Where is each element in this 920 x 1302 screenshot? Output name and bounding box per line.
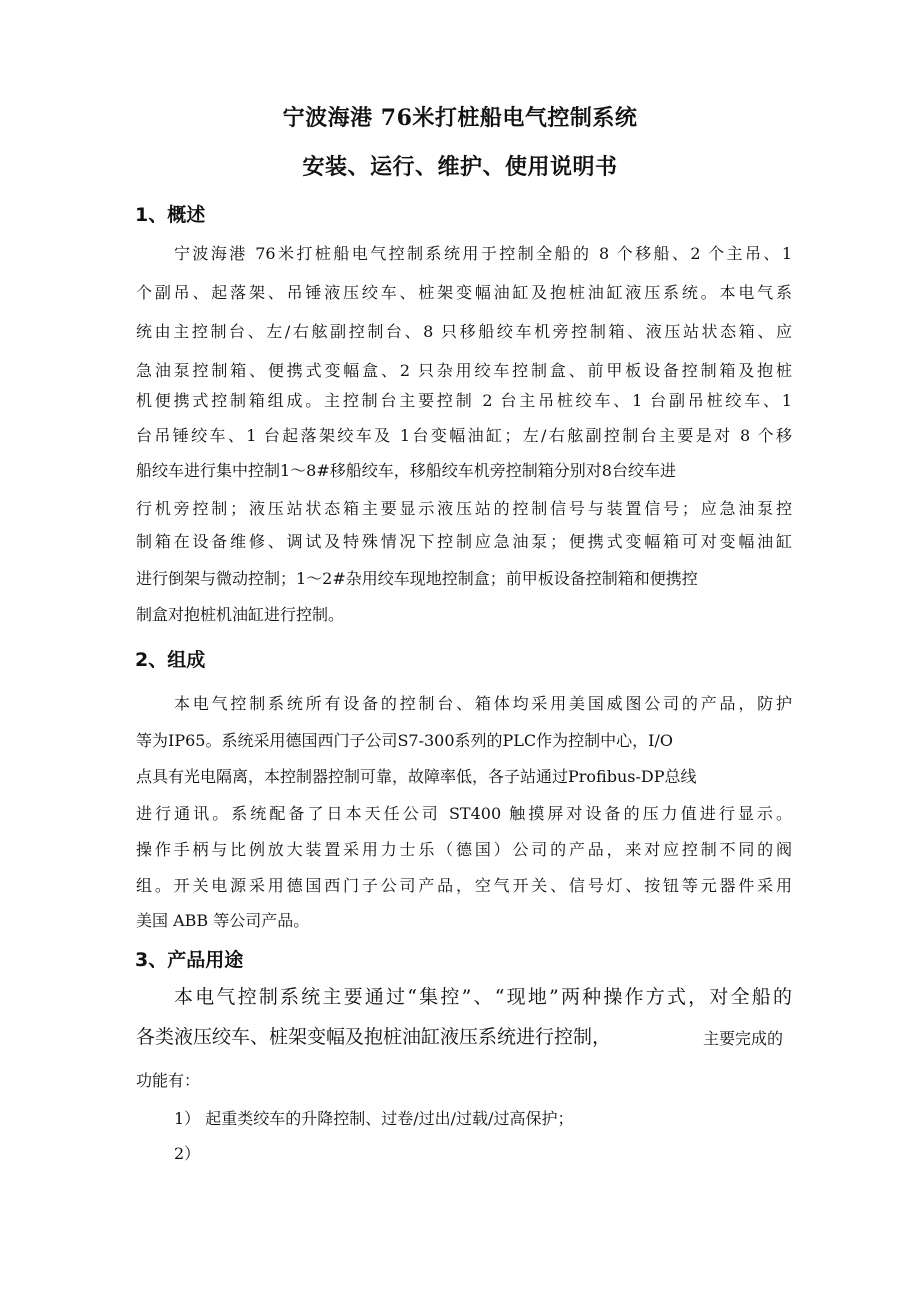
paragraph-line: 统由主控制台、左/右舷副控制台、8 只移船绞车机旁控制箱、液压站状态箱、应 [136, 322, 792, 341]
document-subtitle: 安装、运行、维护、使用说明书 [302, 154, 618, 180]
section-heading-composition: 2、组成 [135, 649, 206, 671]
document-title: 宁波海港 76米打桩船电气控制系统 [282, 105, 638, 131]
paragraph-line: 本电气控制系统所有设备的控制台、箱体均采用美国威图公司的产品，防护 [174, 694, 792, 713]
section-heading-overview: 1、概述 [135, 204, 206, 226]
paragraph-line: 点具有光电隔离，本控制器控制可靠，故障率低，各子站通过Profibus-DP总线 [136, 767, 697, 786]
paragraph-line: 船绞车进行集中控制1～8#移船绞车，移船绞车机旁控制箱分别对8台绞车进 [136, 461, 676, 480]
section-heading-product-use: 3、产品用途 [135, 949, 244, 971]
paragraph-line: 美国 ABB 等公司产品。 [136, 911, 310, 930]
paragraph-line: 功能有： [136, 1071, 201, 1090]
list-item: 1） 起重类绞车的升降控制、过卷/过出/过载/过高保护； [174, 1109, 574, 1128]
paragraph-line: 台吊锤绞车、1 台起落架绞车及 1台变幅油缸；左/右舷副控制台主要是对 8 个移 [136, 426, 792, 445]
paragraph-line: 主要完成的 [703, 1029, 784, 1048]
paragraph-line: 行机旁控制；液压站状态箱主要显示液压站的控制信号与装置信号；应急油泵控 [136, 499, 792, 518]
paragraph-line: 进行倒架与微动控制；1～2#杂用绞车现地控制盒；前甲板设备控制箱和便携控 [136, 569, 698, 588]
paragraph-line: 各类液压绞车、桩架变幅及抱桩油缸液压系统进行控制， [136, 1026, 612, 1048]
paragraph-line: 操作手柄与比例放大装置采用力士乐（德国）公司的产品，来对应控制不同的阀 [136, 840, 792, 859]
paragraph-line: 进行通讯。系统配备了日本天任公司 ST400 触摸屏对设备的压力值进行显示。 [136, 804, 792, 823]
paragraph-line: 制盒对抱桩机油缸进行控制。 [136, 605, 345, 624]
paragraph-line: 等为IP65。系统采用德国西门子公司S7-300系列的PLC作为控制中心，I/O [136, 731, 673, 750]
paragraph-line: 组。开关电源采用德国西门子公司产品，空气开关、信号灯、按钮等元器件采用 [136, 876, 792, 895]
paragraph-line: 机便携式控制箱组成。主控制台主要控制 2 台主吊桩绞车、1 台副吊桩绞车、1 [136, 391, 792, 410]
list-item: 2） [174, 1144, 201, 1163]
paragraph-line: 个副吊、起落架、吊锤液压绞车、桩架变幅油缸及抱桩油缸液压系统。本电气系 [136, 283, 792, 302]
paragraph-line: 急油泵控制箱、便携式变幅盒、2 只杂用绞车控制盒、前甲板设备控制箱及抱桩 [136, 361, 792, 380]
paragraph-line: 宁波海港 76米打桩船电气控制系统用于控制全船的 8 个移船、2 个主吊、1 [174, 244, 792, 263]
paragraph-line: 本电气控制系统主要通过“集控”、“现地”两种操作方式，对全船的 [174, 986, 792, 1008]
paragraph-line: 制箱在设备维修、调试及特殊情况下控制应急油泵；便携式变幅箱可对变幅油缸 [136, 532, 792, 551]
